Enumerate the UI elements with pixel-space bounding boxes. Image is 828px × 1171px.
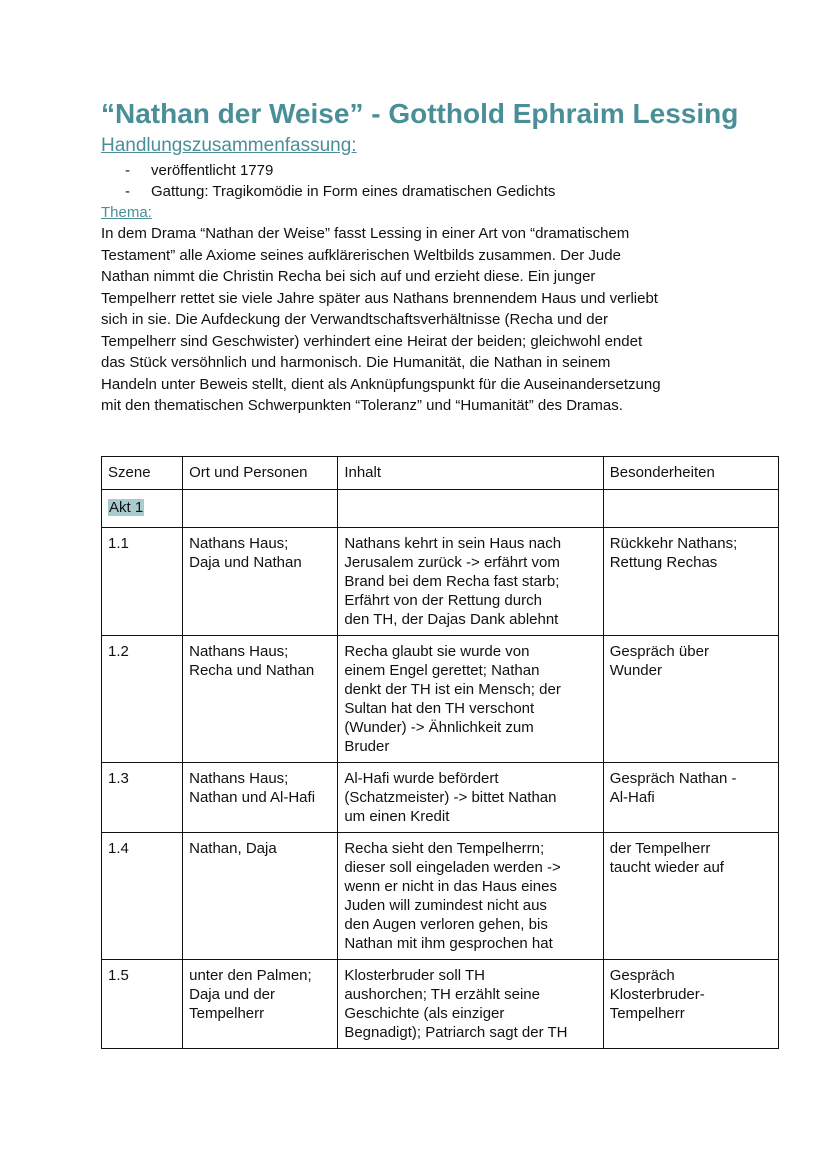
dash-icon: - — [125, 162, 130, 179]
header-besonderheiten: Besonderheiten — [603, 457, 778, 490]
cell-inhalt: Klosterbruder soll TH aushorchen; TH erzählt seine Geschichte (als einziger Begnadigt); Patriarch sagt der TH — [338, 960, 603, 1049]
theme-paragraph: In dem Drama “Nathan der Weise” fasst Lessing in einer Art von “dramatischem Testament” alle Axiome seines aufklärerischen Weltbilds zusammen. Der Jude Nathan nimmt die Christin Recha bei sich auf und erzieht diese. Ein junger Tempelherr rettet sie viele Jahre später aus Nathans brennendem Haus und verliebt sich in sie. Die Aufdeckung der Verwandtschaftsverhältnisse (Recha und der Tempelherr sind Geschwister) verhindert eine Heirat der beiden; gleichwohl endet das Stück versöhnlich und harmonisch. Die Humanität, die Nathan in seinem Handeln unter Beweis stellt, dient als Anknüpfungspunkt für die Auseinandersetzung mit den thematischen Schwerpunkten “Toleranz” und “Humanität” des Dramas. — [101, 225, 661, 414]
cell-besonderheiten: Gespräch Nathan - Al-Hafi — [603, 763, 778, 833]
act-label: Akt 1 — [109, 499, 144, 516]
bullet-item: - Gattung: Tragikomödie in Form eines dramatischen Gedichts — [125, 183, 556, 200]
document-page — [101, 96, 781, 417]
header-ort: Ort und Personen — [183, 457, 338, 490]
act-row — [102, 490, 779, 528]
scene-table — [101, 456, 779, 1049]
table-row — [102, 833, 779, 960]
cell-inhalt: Al-Hafi wurde befördert (Schatzmeister) -> bittet Nathan um einen Kredit — [338, 763, 603, 833]
cell-ort: unter den Palmen; Daja und der Tempelherr — [183, 960, 338, 1049]
dash-icon: - — [125, 183, 130, 200]
cell-inhalt: Recha glaubt sie wurde von einem Engel gerettet; Nathan denkt der TH ist ein Mensch; der Sultan hat den TH verschont (Wunder) -> Ähnlichkeit zum Bruder — [338, 636, 603, 763]
cell-szene: 1.5 — [102, 960, 183, 1049]
table-row — [102, 960, 779, 1049]
cell-ort: Nathans Haus; Recha und Nathan — [183, 636, 338, 763]
cell-ort: Nathan, Daja — [183, 833, 338, 960]
table-row — [102, 636, 779, 763]
document-title: “Nathan der Weise” - Gotthold Ephraim Lessing — [101, 98, 739, 129]
cell-szene: 1.4 — [102, 833, 183, 960]
cell-szene: 1.2 — [102, 636, 183, 763]
cell-szene: 1.3 — [102, 763, 183, 833]
cell-besonderheiten: Rückkehr Nathans; Rettung Rechas — [603, 528, 778, 636]
header-inhalt: Inhalt — [338, 457, 603, 490]
header-szene: Szene — [102, 457, 183, 490]
cell-ort: Nathans Haus; Nathan und Al-Hafi — [183, 763, 338, 833]
cell-besonderheiten: Gespräch über Wunder — [603, 636, 778, 763]
cell-szene: 1.1 — [102, 528, 183, 636]
cell-inhalt: Nathans kehrt in sein Haus nach Jerusalem zurück -> erfährt vom Brand bei dem Recha fast starb; Erfährt von der Rettung durch den TH, der Dajas Dank ablehnt — [338, 528, 603, 636]
theme-heading: Thema: — [101, 204, 152, 221]
cell-inhalt: Recha sieht den Tempelherrn; dieser soll eingeladen werden -> wenn er nicht in das Haus eines Juden will zumindest nicht aus den Augen verloren gehen, bis Nathan mit ihm gesprochen hat — [338, 833, 603, 960]
info-bullet-list — [101, 160, 781, 202]
table-row — [102, 763, 779, 833]
cell-ort: Nathans Haus; Daja und Nathan — [183, 528, 338, 636]
cell-besonderheiten: der Tempelherr taucht wieder auf — [603, 833, 778, 960]
table-row — [102, 528, 779, 636]
bullet-item: - veröffentlicht 1779 — [125, 162, 274, 179]
summary-heading: Handlungszusammenfassung: — [101, 135, 357, 156]
table-header-row — [102, 457, 779, 490]
cell-besonderheiten: Gespräch Klosterbruder- Tempelherr — [603, 960, 778, 1049]
